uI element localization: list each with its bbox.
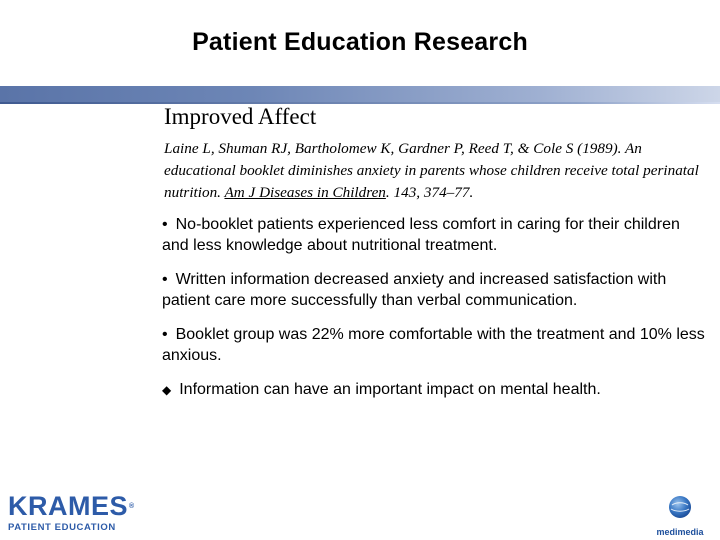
medimedia-logo <box>650 494 710 537</box>
bullet-item <box>162 269 710 311</box>
krames-logo <box>8 493 168 533</box>
citation-authors: Laine L, Shuman RJ, Bartholomew K, Gardner P, Reed T, & Cole S (1989). An educational booklet diminishes anxiety in parents whose children receive total perinatal nutrition. <box>164 140 699 201</box>
bullet-text: Booklet group was 22% more comfortable with the treatment and 10% less anxious. <box>162 326 705 364</box>
bullet-text: Information can have an important impact on mental health. <box>179 381 601 398</box>
citation-suffix: . 143, 374–77. <box>385 184 474 201</box>
bullet-text: No-booklet patients experienced less comfort in caring for their children and less knowledge about nutritional treatment. <box>162 216 680 254</box>
bullet-marker: ◆ <box>162 383 172 397</box>
bullet-item <box>162 214 710 256</box>
bullet-item-final <box>162 379 710 401</box>
bullet-item <box>162 324 710 366</box>
medimedia-text: medimedia <box>656 527 704 537</box>
citation <box>164 138 710 204</box>
krames-tagline: PATIENT EDUCATION <box>8 522 116 533</box>
bullet-text: Written information decreased anxiety and increased satisfaction with patient care more successfully than verbal communication. <box>162 271 667 309</box>
krames-logo-text: KRAMES <box>8 491 129 521</box>
citation-journal: Am J Diseases in Children <box>224 184 386 201</box>
bullet-marker: • <box>162 271 168 288</box>
slide-content <box>162 104 710 414</box>
globe-icon <box>667 494 693 520</box>
slide-subtitle: Improved Affect <box>164 104 317 129</box>
slide-title: Patient Education Research <box>192 28 528 56</box>
bullet-marker: • <box>162 216 168 233</box>
bullet-marker: • <box>162 326 168 343</box>
header-divider-bar <box>0 86 720 102</box>
registered-mark: ® <box>129 503 135 510</box>
